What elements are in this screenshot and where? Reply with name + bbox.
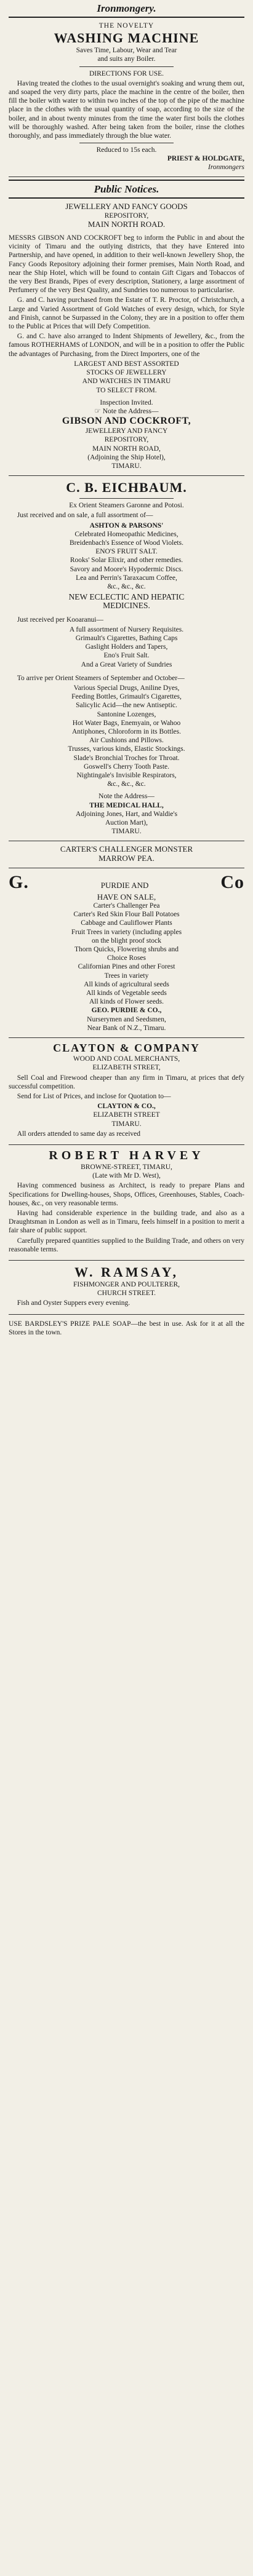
eichbaum-o6: Antiphones, Chloroform in its Bottles. xyxy=(72,728,181,735)
gibson-note xyxy=(9,407,244,416)
gibson-largest-4: TO SELECT FROM. xyxy=(96,386,157,394)
gibson-sub-1: JEWELLERY AND FANCY xyxy=(85,427,168,435)
advert-clayton xyxy=(9,1038,244,1145)
purdie-name: PURDIE AND xyxy=(100,880,149,890)
purdie-sig-2: Nurserymen and Seedsmen, xyxy=(87,1015,166,1023)
gibson-head-1: JEWELLERY AND FANCY GOODS xyxy=(65,202,188,212)
clayton-p1: Sell Coal and Firewood cheaper than any firm in Timaru, at prices that defy successful competition. xyxy=(9,1074,244,1090)
washing-sub-2: and suits any Boiler. xyxy=(97,55,156,63)
purdie-l10: All kinds of agricultural seeds xyxy=(84,980,169,988)
purdie-sig-3: Near Bank of N.Z., Timaru. xyxy=(87,1024,166,1032)
gibson-sub-3: MAIN NORTH ROAD, xyxy=(92,445,161,453)
eichbaum-l3: ENO'S FRUIT SALT. xyxy=(95,548,158,556)
eichbaum-m1: A full assortment of Nursery Requisites. xyxy=(69,625,184,633)
purdie-l6: Thorn Quicks, Flowering shrubs and xyxy=(74,946,179,954)
gibson-name: GIBSON AND COCKROFT, xyxy=(62,416,191,427)
harvey-p2: Having had considerable experience in the building trade, and also as a Draughtsman in London as well as in Timaru, feels himself in a position to merit a fair share of public support. xyxy=(9,1209,244,1235)
eichbaum-o3: Salicylic Acid—the new Antiseptic. xyxy=(76,702,177,710)
gibson-inspection: Inspection Invited. xyxy=(100,398,153,406)
eichbaum-hall: THE MEDICAL HALL, xyxy=(89,801,164,809)
bardsley-p1: USE BARDSLEY'S PRIZE PALE SOAP—the best in use. Ask for it at all the Stores in the town. xyxy=(9,1320,244,1336)
eichbaum-ashton: ASHTON & PARSONS' xyxy=(89,521,164,529)
purdie-initial: G. xyxy=(9,871,29,892)
harvey-p3: Carefully prepared quantities supplied to the Building Trade, and others on very reasonable terms. xyxy=(9,1237,244,1253)
advert-ramsay xyxy=(9,1261,244,1315)
clayton-p3: All orders attended to same day as received xyxy=(17,1130,141,1138)
clayton-p2: Send for List of Prices, and inclose for Quotation to— xyxy=(17,1092,171,1100)
eichbaum-ex: Ex Orient Steamers Garonne and Potosi. xyxy=(69,502,184,510)
eichbaum-note: Note the Address— xyxy=(98,793,155,801)
advert-bardsley xyxy=(9,1315,244,1343)
divider xyxy=(79,498,174,499)
ramsay-line-1: FISHMONGER AND POULTERER, xyxy=(73,1280,180,1288)
clayton-name: CLAYTON & COMPANY xyxy=(53,1042,200,1055)
eichbaum-o9: Slade's Bronchial Troches for Throat. xyxy=(73,754,180,762)
eichbaum-o4: Santonine Lozenges, xyxy=(97,710,156,718)
purdie-l7: Choice Roses xyxy=(107,954,146,962)
clayton-sig-3: TIMARU. xyxy=(111,1120,142,1128)
eichbaum-m4: Eno's Fruit Salt. xyxy=(103,652,150,660)
eichbaum-m3: Gaslight Holders and Tapers, xyxy=(85,643,168,651)
purdie-l1: Carter's Challenger Pea xyxy=(93,902,160,910)
purdie-l2: Carter's Red Skin Flour Ball Potatoes xyxy=(73,911,180,919)
advert-eichbaum xyxy=(9,476,244,841)
eichbaum-p3: To arrive per Orient Steamers of September and October— xyxy=(17,674,185,682)
purdie-l11: All kinds of Vegetable seeds xyxy=(86,989,167,997)
purdie-have: HAVE ON SALE, xyxy=(97,892,156,902)
advert-washing-machine xyxy=(9,18,244,177)
washing-signature-2: Ironmongers xyxy=(208,164,244,172)
gibson-head-3: MAIN NORTH ROAD. xyxy=(87,219,166,229)
eichbaum-o7: Air Cushions and Pillows. xyxy=(89,737,164,745)
novelty-label: THE NOVELTY xyxy=(98,22,155,30)
pointing-hand-icon: ☞ xyxy=(94,407,101,415)
ramsay-p1: Fish and Oyster Suppers every evening. xyxy=(17,1299,131,1307)
advert-carter-pea xyxy=(9,841,244,868)
clayton-sig-1: CLAYTON & CO., xyxy=(97,1103,156,1111)
eichbaum-o2: Feeding Bottles, Grimault's Cigarettes, xyxy=(71,693,182,701)
clayton-line-2: ELIZABETH STREET, xyxy=(92,1064,161,1072)
gibson-head-2: REPOSITORY, xyxy=(104,212,149,220)
harvey-addr: BROWNE-STREET, TIMARU, xyxy=(81,1163,172,1171)
washing-signature-1: PRIEST & HOLDGATE, xyxy=(167,155,244,163)
clayton-line-1: WOOD AND COAL MERCHANTS, xyxy=(73,1055,180,1063)
purdie-co: Co xyxy=(220,871,244,892)
purdie-l4: Fruit Trees in variety (including apples xyxy=(71,928,182,936)
carter-head-2: MARROW PEA. xyxy=(98,853,155,863)
gibson-town: TIMARU. xyxy=(111,462,142,470)
eichbaum-l2: Breidenbach's Essence of Wood Violets. xyxy=(70,539,183,547)
divider xyxy=(79,66,174,67)
eichbaum-l5: Savory and Moore's Hypodermic Discs. xyxy=(70,565,183,573)
purdie-l9: Trees in variety xyxy=(104,972,149,980)
gibson-note-text: Note the Address— xyxy=(102,407,159,415)
directions-text: Having treated the clothes to the usual overnight's soaking and wrung them out, and soaped the very dirty parts, place the machine in the centre of the boiler, then fill the boiler with water to within two inches of the top of the pipe of the machine place in the clothes with the usual quantity of soap, according to the size of the boiler, and in about twenty minutes from the time the water first boils the clothes will be thoroughly washed. After being taken from the boiler, rinse the clothes thoroughly, and pass immediately through the blue water. xyxy=(9,79,244,140)
gibson-sub-2: REPOSITORY, xyxy=(104,436,149,444)
eichbaum-l1: Celebrated Homeopathic Medicines, xyxy=(74,530,179,538)
purdie-l5: on the blight proof stock xyxy=(91,937,162,945)
eichbaum-title: C. B. EICHBAUM. xyxy=(66,480,187,496)
purdie-sig-1: GEO. PURDIE & CO., xyxy=(91,1007,162,1015)
purdie-l12: All kinds of Flower seeds. xyxy=(89,998,164,1006)
eichbaum-new-head: NEW ECLECTIC AND HEPATIC xyxy=(68,592,185,602)
eichbaum-new-head-2: MEDICINES. xyxy=(103,601,150,611)
purdie-header-row xyxy=(9,872,244,893)
eichbaum-m5: And a Great Variety of Sundries xyxy=(81,660,172,668)
advert-purdie xyxy=(9,868,244,1038)
washing-price: Reduced to 15s each. xyxy=(96,146,157,154)
eichbaum-l7: &c., &c., &c. xyxy=(107,582,146,590)
eichbaum-o1: Various Special Drugs, Aniline Dyes, xyxy=(73,684,180,692)
eichbaum-town: TIMARU. xyxy=(111,828,142,836)
eichbaum-p1: Just received and on sale, a full assortment of— xyxy=(17,512,153,520)
directions-heading: DIRECTIONS FOR USE. xyxy=(89,69,164,77)
gibson-largest-3: AND WATCHES IN TIMARU xyxy=(82,378,171,386)
clayton-sig-2: ELIZABETH STREET xyxy=(93,1111,160,1119)
harvey-p1: Having commenced business as Architect, is ready to prepare Plans and Specifications for Dwelling-houses, Shops, Offices, Greenhouses, Stables, Coach-houses, &c., on very reasonable terms. xyxy=(9,1182,244,1207)
eichbaum-adj1: Adjoining Jones, Hart, and Waldie's xyxy=(75,810,178,818)
eichbaum-p2: Just received per Kooaranui— xyxy=(17,616,103,624)
eichbaum-l6: Lea and Perrin's Taraxacum Coffee, xyxy=(76,574,177,582)
eichbaum-o11: Nightingale's Invisible Respirators, xyxy=(76,772,177,780)
gibson-largest-2: STOCKS OF JEWELLERY xyxy=(86,369,167,377)
eichbaum-adj2: Auction Mart), xyxy=(105,819,148,827)
harvey-late: (Late with Mr D. West), xyxy=(92,1172,161,1180)
eichbaum-l4: Rooks' Solar Elixir, and other remedies. xyxy=(70,557,183,565)
eichbaum-m2: Grimault's Cigarettes, Bathing Caps xyxy=(75,634,178,642)
gibson-body-2: G. and C. having purchased from the Estate of T. R. Proctor, of Christchurch, a Large and Varied Assortment of Gold Watches of every design, which, for Style and Finish, cannot be Surpassed in the Colony, they are in a position to offer them to the Public at Prices that will Defy Competition. xyxy=(9,296,244,331)
carter-head-1: CARTER'S CHALLENGER MONSTER xyxy=(60,844,193,854)
ramsay-line-2: CHURCH STREET. xyxy=(97,1290,156,1298)
eichbaum-o12: &c., &c., &c. xyxy=(107,780,146,788)
section-heading-public-notices: Public Notices. xyxy=(9,180,244,199)
washing-machine-title: WASHING MACHINE xyxy=(54,30,199,46)
purdie-l3: Cabbage and Cauliflower Plants xyxy=(81,919,172,927)
eichbaum-o10: Goswell's Cherry Tooth Paste. xyxy=(83,763,170,771)
purdie-l8: Californian Pines and other Forest xyxy=(78,963,175,971)
section-heading-ironmongery: Ironmongery. xyxy=(9,0,244,18)
eichbaum-o8: Trusses, various kinds, Elastic Stockings. xyxy=(68,745,185,753)
eichbaum-o5: Hot Water Bags, Enemyain, or Wahoo xyxy=(72,719,181,727)
gibson-sub-4: (Adjoining the Ship Hotel), xyxy=(87,453,166,461)
gibson-body-1: MESSRS GIBSON AND COCKROFT beg to inform the Public in and about the vicinity of Timaru and the outlying districts, that they have Entered into Partnership, and have opened, in addition to their well-known Jewellery Shop, the Fancy Goods Repository adjoining their former premises, Main North Road, and near the Ship Hotel, which will be found to contain Gift Cigars and Tobaccos of the very Best Brands, Pipes of every description, Stationery, a large assortment of Perfumery of the very Best Quality, and Sundries too numerous to particularise. xyxy=(9,234,244,295)
gibson-body-3: G. and C. have also arranged to Indent Shipments of Jewellery, &c., from the famous ROTHERHAMS of LONDON, and will be in a position to offer the Public the advantages of Purchasing, from the Direct Importers, one of the xyxy=(9,333,244,358)
advert-gibson-cockroft xyxy=(9,199,244,476)
washing-sub-1: Saves Time, Labour, Wear and Tear xyxy=(76,47,177,55)
advert-harvey xyxy=(9,1145,244,1261)
harvey-name: ROBERT HARVEY xyxy=(49,1148,204,1162)
gibson-largest-1: LARGEST AND BEST ASSORTED xyxy=(74,360,179,368)
ramsay-name: W. RAMSAY, xyxy=(74,1264,179,1280)
